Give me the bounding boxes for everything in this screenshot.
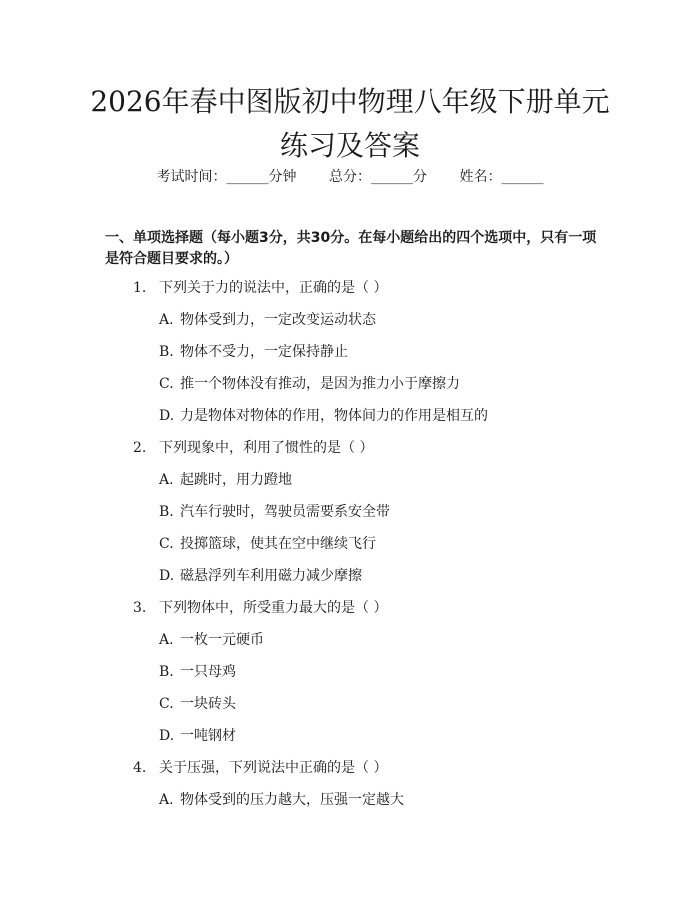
option-letter: C.: [159, 536, 174, 552]
option-letter: B.: [159, 344, 174, 360]
option-text: 推一个物体没有推动，是因为推力小于摩擦力: [180, 376, 460, 392]
option-text: 一枚一元硬币: [180, 632, 264, 648]
option-letter: C.: [159, 696, 174, 712]
question-option: [0, 405, 700, 437]
option-letter: B.: [159, 664, 174, 680]
option-letter: D.: [159, 568, 175, 584]
question-item: [0, 597, 700, 629]
question-option: [0, 725, 700, 757]
question-stem: 关于压强，下列说法中正确的是（ ）: [159, 760, 388, 776]
question-option: [0, 565, 700, 597]
question-number: 3.: [133, 600, 147, 616]
option-text: 投掷篮球，使其在空中继续飞行: [180, 536, 376, 552]
question-stem: 下列物体中，所受重力最大的是（ ）: [159, 600, 388, 616]
question-option: [0, 661, 700, 693]
question-number: 2.: [133, 440, 147, 456]
option-letter: C.: [159, 376, 174, 392]
question-option: [0, 341, 700, 373]
question-list: [0, 277, 700, 821]
document-title: 2026年春中图版初中物理八年级下册单元练习及答案: [90, 85, 610, 162]
question-option: [0, 629, 700, 661]
option-letter: A.: [159, 312, 174, 328]
question-option: [0, 469, 700, 501]
question-item: [0, 277, 700, 309]
option-letter: A.: [159, 792, 174, 808]
option-letter: B.: [159, 504, 174, 520]
section-heading: 一、单项选择题（每小题3分，共30分。在每小题给出的四个选项中，只有一项是符合题目要求的。）: [105, 230, 597, 267]
student-name-field: 姓名：______: [459, 169, 544, 185]
option-letter: D.: [159, 408, 175, 424]
option-text: 一只母鸡: [180, 664, 236, 680]
option-text: 一吨钢材: [180, 728, 236, 744]
option-text: 起跳时，用力蹬地: [180, 472, 292, 488]
question-number: 1.: [133, 280, 147, 296]
question-number: 4.: [133, 760, 147, 776]
option-text: 力是物体对物体的作用，物体间力的作用是相互的: [180, 408, 488, 424]
question-option: [0, 789, 700, 821]
option-letter: D.: [159, 728, 175, 744]
question-option: [0, 501, 700, 533]
exam-meta-line: [0, 167, 700, 187]
total-score-field: 总分：______分: [329, 169, 427, 185]
option-letter: A.: [159, 472, 174, 488]
question-item: [0, 437, 700, 469]
question-option: [0, 693, 700, 725]
question-option: [0, 309, 700, 341]
question-stem: 下列现象中，利用了惯性的是（ ）: [159, 440, 374, 456]
option-text: 磁悬浮列车利用磁力减少摩擦: [180, 568, 362, 584]
exam-time-field: 考试时间：______分钟: [156, 169, 297, 185]
option-text: 一块砖头: [180, 696, 236, 712]
option-letter: A.: [159, 632, 174, 648]
question-item: [0, 757, 700, 789]
question-option: [0, 373, 700, 405]
option-text: 物体受到力，一定改变运动状态: [180, 312, 376, 328]
question-stem: 下列关于力的说法中，正确的是（ ）: [159, 280, 388, 296]
option-text: 物体受到的压力越大，压强一定越大: [180, 792, 404, 808]
option-text: 物体不受力，一定保持静止: [180, 344, 348, 360]
question-option: [0, 533, 700, 565]
option-text: 汽车行驶时，驾驶员需要系安全带: [180, 504, 390, 520]
